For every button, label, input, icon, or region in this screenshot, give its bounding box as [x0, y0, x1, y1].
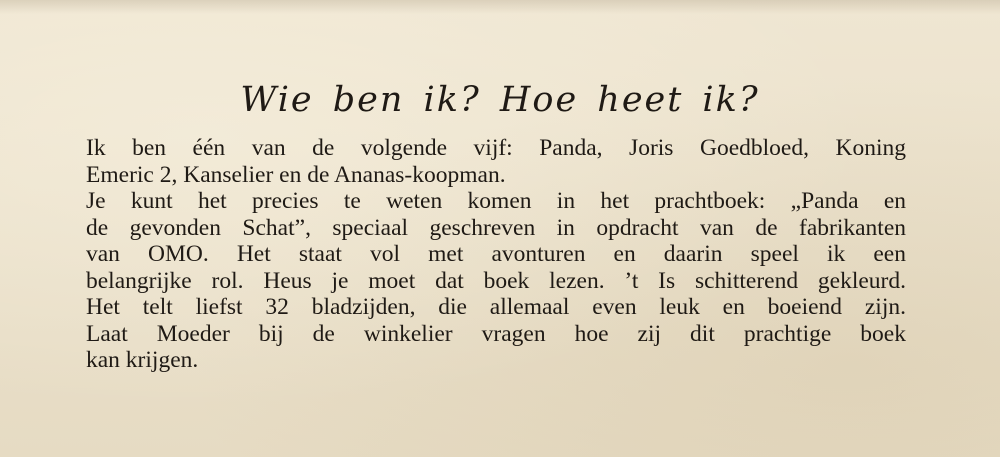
text-line: Het telt liefst 32 bladzijden, die allemaal even leuk en boeiend zijn.	[86, 294, 906, 320]
text-line: van OMO. Het staat vol met avonturen en daarin speel ik een	[86, 241, 906, 267]
page-title: Wie ben ik? Hoe heet ik?	[240, 80, 760, 120]
text-line: belangrijke rol. Heus je moet dat boek lezen. ’t Is schitterend gekleurd.	[86, 267, 906, 294]
body-paragraph	[86, 135, 906, 374]
text-line: Laat Moeder bij de winkelier vragen hoe zij dit prachtige boek	[86, 320, 906, 347]
text-line: Ik ben één van de volgende vijf: Panda, Joris Goedbloed, Koning	[86, 135, 906, 161]
text-line: de gevonden Schat”, speciaal geschreven in opdracht van de fabrikanten	[86, 214, 906, 241]
text-line: Emeric 2, Kanselier en de Ananas-koopman.	[86, 161, 506, 188]
page-edge-shadow	[0, 0, 1000, 14]
text-line: Je kunt het precies te weten komen in het prachtboek: „Panda en	[86, 188, 906, 214]
text-line: kan krijgen.	[86, 347, 199, 373]
